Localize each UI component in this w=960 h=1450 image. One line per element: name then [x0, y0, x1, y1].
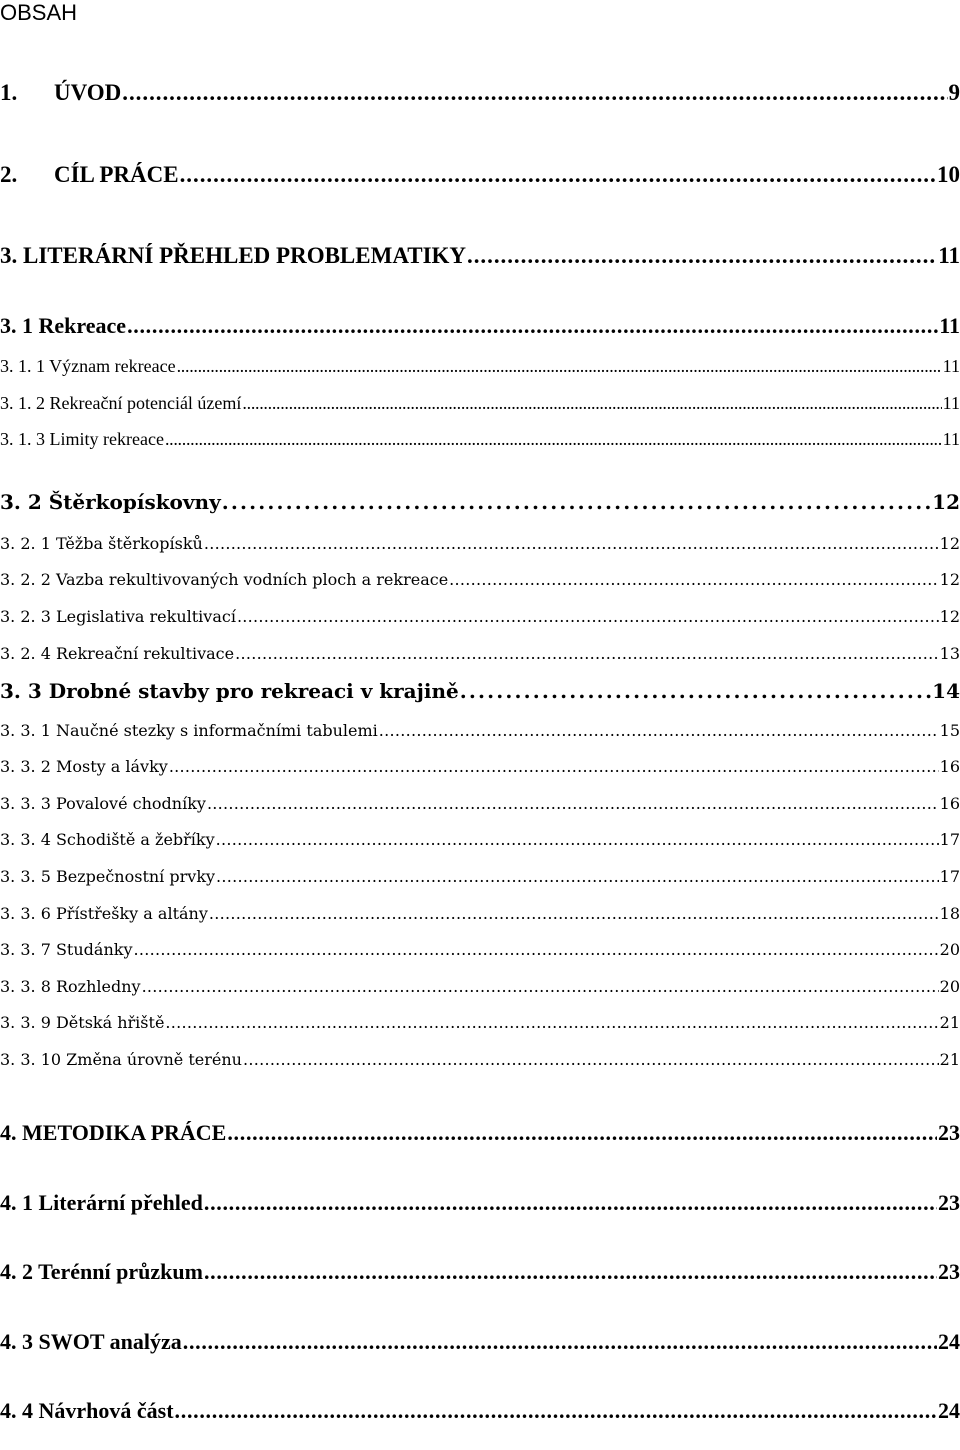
dot-leader: [204, 533, 939, 555]
dot-leader: [204, 1258, 937, 1286]
toc-entry[interactable]: [0, 1258, 960, 1286]
toc-entry[interactable]: [0, 489, 960, 515]
toc-entry-label: 4. METODIKA PRÁCE: [0, 1120, 227, 1145]
toc-entry-page: 16: [939, 757, 960, 776]
toc-entry-label: 3. 3. 10 Změna úrovně terénu: [0, 1050, 242, 1069]
dot-leader: [216, 866, 939, 888]
dot-leader: [243, 1049, 939, 1071]
toc-entry[interactable]: [0, 312, 960, 340]
toc-entry-label: 3. 1. 1 Význam rekreace: [0, 356, 176, 376]
toc-entry-page: 24: [938, 1398, 960, 1423]
toc-entry-page: 18: [939, 904, 960, 923]
toc-entry-label: 3. LITERÁRNÍ PŘEHLED PROBLEMATIKY: [0, 243, 467, 268]
toc-entry-page: 11: [942, 429, 960, 449]
dot-leader: [142, 976, 939, 998]
toc-entry[interactable]: [0, 643, 960, 665]
toc-entry-label: 3. 3. 5 Bezpečnostní prvky: [0, 867, 216, 886]
toc-entry[interactable]: [0, 866, 960, 888]
toc-entry-page: 17: [939, 830, 960, 849]
dot-leader: [460, 678, 931, 704]
toc-entry[interactable]: [0, 976, 960, 998]
toc-entry[interactable]: [0, 569, 960, 591]
toc-entry-label: 3. 2 Štěrkopískovny: [0, 490, 221, 514]
toc-entry-page: 11: [938, 243, 960, 268]
dot-leader: [169, 756, 939, 778]
toc-entry-label: 3. 3. 2 Mosty a lávky: [0, 757, 168, 776]
page-title: OBSAH: [0, 0, 78, 25]
toc-entry[interactable]: [0, 1119, 960, 1147]
toc-entry-number: 1.: [0, 80, 18, 105]
toc-entry-page: 13: [939, 644, 960, 663]
toc-entry-page: 21: [939, 1050, 960, 1069]
toc-entry-page: 21: [939, 1013, 960, 1032]
toc-entry-label: 3. 3. 4 Schodiště a žebříky: [0, 830, 215, 849]
toc-entry[interactable]: [0, 720, 960, 742]
toc-entry[interactable]: [0, 793, 960, 815]
toc-entry[interactable]: [0, 756, 960, 778]
toc-entry[interactable]: [0, 427, 960, 451]
toc-entry-page: 12: [932, 490, 960, 514]
toc-entry[interactable]: [0, 533, 960, 555]
toc-entry-label: 3. 2. 2 Vazba rekultivovaných vodních ploch a rekreace: [0, 570, 449, 589]
toc-entry-label: 3. 3. 9 Dětská hřiště: [0, 1013, 165, 1032]
dot-leader: [127, 312, 938, 340]
toc-entry-page: 20: [939, 940, 960, 959]
toc-entry-label: 3. 1. 2 Rekreační potenciál území: [0, 393, 242, 413]
toc-entry-page: 11: [942, 393, 960, 413]
toc-entry[interactable]: [0, 241, 960, 271]
dot-leader: [242, 391, 941, 415]
dot-leader: [227, 1119, 937, 1147]
toc-entry-label: 3. 1. 3 Limity rekreace: [0, 429, 164, 449]
toc-entry-label: 3. 3. 7 Studánky: [0, 940, 133, 959]
dot-leader: [204, 1189, 937, 1217]
toc-entry-label: ÚVOD: [54, 80, 122, 105]
toc-entry-page: 9: [948, 80, 960, 105]
dot-leader: [209, 903, 939, 925]
toc-entry-page: 20: [939, 977, 960, 996]
toc-entry[interactable]: [0, 1012, 960, 1034]
toc-entry-page: 23: [938, 1120, 960, 1145]
dot-leader: [379, 720, 939, 742]
toc-entry[interactable]: [0, 829, 960, 851]
dot-leader: [133, 939, 938, 961]
toc-entry-label: 3. 1 Rekreace: [0, 313, 127, 338]
toc-entry-page: 23: [938, 1190, 960, 1215]
dot-leader: [165, 427, 942, 451]
toc-entry-label: 4. 1 Literární přehled: [0, 1190, 203, 1215]
toc-entry[interactable]: [0, 1049, 960, 1071]
toc-entry-label: CÍL PRÁCE: [54, 162, 179, 187]
toc-entry[interactable]: [0, 1189, 960, 1217]
toc-entry-number: 2.: [0, 162, 18, 187]
dot-leader: [216, 829, 939, 851]
dot-leader: [180, 160, 936, 190]
toc-entry-page: 14: [932, 679, 960, 703]
toc-entry[interactable]: [0, 391, 960, 415]
dot-leader: [222, 489, 931, 515]
toc-entry[interactable]: [0, 903, 960, 925]
toc-entry[interactable]: [0, 354, 960, 378]
toc-entry-label: 3. 3. 3 Povalové chodníky: [0, 794, 206, 813]
toc-entry-page: 10: [937, 162, 960, 187]
toc-entry-label: 4. 3 SWOT analýza: [0, 1329, 182, 1354]
toc-entry-page: 15: [939, 721, 960, 740]
toc-entry-label: 3. 2. 3 Legislativa rekultivací: [0, 607, 236, 626]
toc-entry-label: 3. 3. 1 Naučné stezky s informačními tabulemi: [0, 721, 378, 740]
toc-entry[interactable]: [0, 160, 960, 190]
toc-entry-page: 11: [939, 313, 960, 338]
toc-entry-page: 17: [939, 867, 960, 886]
toc-entry[interactable]: [0, 606, 960, 628]
toc-entry-page: 12: [939, 607, 960, 626]
toc-entry[interactable]: [0, 939, 960, 961]
dot-leader: [467, 241, 937, 271]
dot-leader: [175, 1397, 937, 1425]
dot-leader: [449, 569, 938, 591]
dot-leader: [207, 793, 939, 815]
toc-entry-page: 23: [938, 1259, 960, 1284]
toc-entry[interactable]: [0, 78, 960, 108]
toc-entry-label: 3. 3. 8 Rozhledny: [0, 977, 141, 996]
toc-entry[interactable]: [0, 678, 960, 704]
dot-leader: [165, 1012, 938, 1034]
toc-entry-page: 24: [938, 1329, 960, 1354]
toc-entry-label: 3. 3. 6 Přístřešky a altány: [0, 904, 208, 923]
toc-entry-label: 3. 2. 4 Rekreační rekultivace: [0, 644, 235, 663]
dot-leader: [237, 606, 939, 628]
toc-entry-label: 4. 2 Terénní průzkum: [0, 1259, 203, 1284]
toc-entry-page: 16: [939, 794, 960, 813]
toc-entry[interactable]: [0, 1397, 960, 1425]
dot-leader: [177, 354, 942, 378]
toc-entry-page: 12: [939, 570, 960, 589]
toc-entry-page: 12: [939, 534, 960, 553]
dot-leader: [122, 78, 947, 108]
toc-entry-label: 4. 4 Návrhová část: [0, 1398, 174, 1423]
dot-leader: [235, 643, 939, 665]
toc-entry-page: 11: [942, 356, 960, 376]
toc-entry-label: 3. 2. 1 Těžba štěrkopísků: [0, 534, 203, 553]
toc-entry[interactable]: [0, 1328, 960, 1356]
toc-entry-label: 3. 3 Drobné stavby pro rekreaci v krajině: [0, 679, 459, 703]
dot-leader: [183, 1328, 937, 1356]
